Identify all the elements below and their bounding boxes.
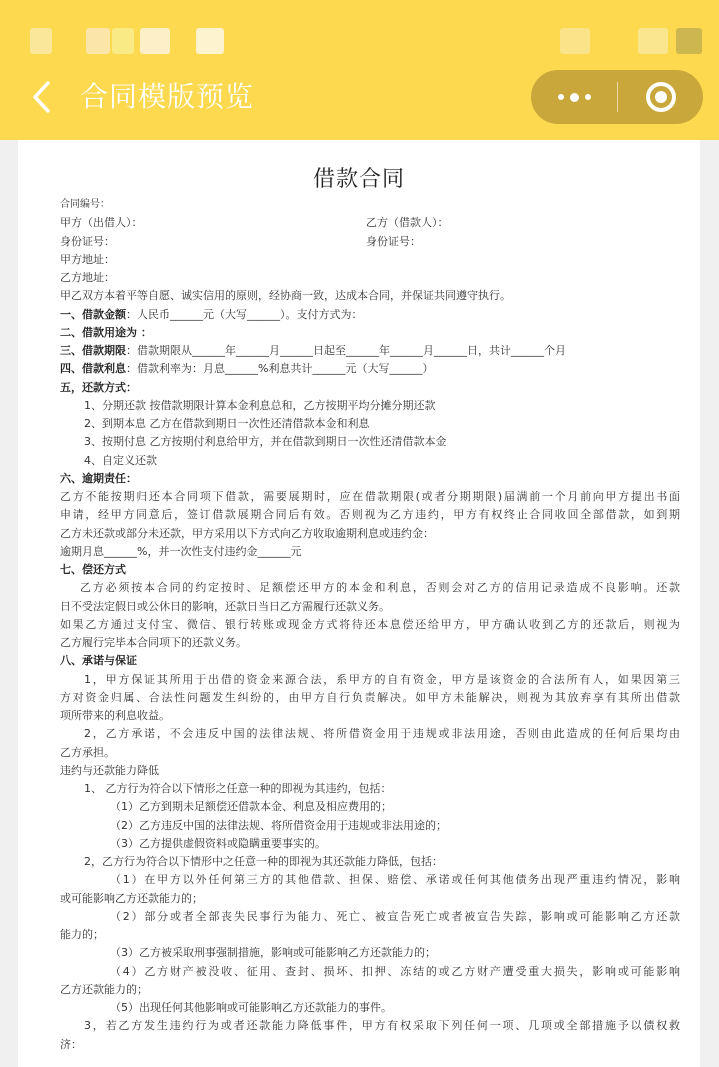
breach-subitem: （2）部分或者全部丧失民事行为能力、死亡、被宣告死亡或者被宣告失踪，影响或可能影响乙方还款 — [110, 909, 680, 923]
contract-preview-page — [18, 140, 700, 1067]
contract-number: 合同编号： — [60, 199, 110, 210]
section-text: ：借款利率为：月息______%利息共计______元（大写______） — [126, 362, 434, 376]
status-bar-blur — [140, 28, 170, 54]
section-heading: 二、借款用途为 ： — [60, 325, 152, 339]
section-heading: 六、逾期责任： — [60, 471, 137, 485]
breach-subitem: （4）乙方财产被没收、征用、查封、损坏、扣押、冻结的或乙方财产遭受重大损失，影响或可能影响 — [110, 964, 680, 978]
section-text: ：借款期限从______年______月______日起至______年______月______日，共计______个月 — [126, 344, 566, 357]
breach-heading: 违约与还款能力降低 — [60, 763, 159, 777]
paragraph-line: 申请，经甲方同意后，签订借款展期合同后有效。否则视为乙方违约，甲方有权终止合同收回全部借款，如到期 — [60, 508, 680, 522]
breach-item: 2，乙方行为符合以下情形中之任意一种的即视为其还款能力降低，包括： — [84, 855, 443, 868]
section-purpose — [60, 324, 680, 342]
paragraph-line: 项所带来的利息收益。 — [60, 709, 170, 722]
more-menu-button[interactable] — [531, 70, 617, 124]
status-bar-blur — [560, 28, 590, 54]
section-heading: 五，还款方式： — [60, 380, 137, 394]
page-title: 合同模版预览 — [80, 80, 255, 113]
paragraph-line: 日不受法定假日或公休日的影响，还款日当日乙方需履行还款义务。 — [60, 599, 390, 613]
section-heading: 八、承诺与保证 — [60, 654, 137, 668]
section-overdue — [60, 470, 680, 488]
paragraph-line: 乙方必须按本合同的约定按时、足额偿还甲方的本金和利息，否则会对乙方的信用记录造成不良影响。还款 — [80, 581, 680, 595]
paragraph-line: 方对资金归属、合法性问题发生纠纷的，由甲方自行负责解决。如甲方未能解决，则视为其放弃享有其所出借款 — [60, 690, 680, 704]
chevron-left-icon — [32, 81, 52, 113]
more-dots-icon — [558, 93, 591, 102]
paragraph-line: 1，甲方保证其所用于出借的资金来源合法，系甲方的自有资金，甲方是该资金的合法所有人，如果因第三 — [84, 672, 680, 686]
paragraph-line: 乙方承担。 — [60, 745, 115, 759]
status-bar-blur — [676, 28, 702, 54]
breach-subitem: （5）出现任何其他影响或可能影响乙方还款能力的事件。 — [110, 1001, 392, 1014]
party-row — [60, 214, 680, 232]
id-a-label: 身份证号： — [60, 234, 115, 248]
breach-item: 济： — [60, 1037, 82, 1051]
paragraph-line: 如果乙方通过支付宝、微信、银行转账或现金方式将待还本息偿还给甲方，甲方确认收到乙方的还款后，则视为 — [60, 617, 680, 631]
breach-subitem: （1）在甲方以外任何第三方的其他借款、担保、赔偿、承诺或任何其他债务出现严重违约情况，影响 — [110, 873, 680, 887]
paragraph-line: 乙方未还款或部分未还款，甲方采用以下方式向乙方收取逾期利息或违约金： — [60, 526, 434, 540]
section-text: ：人民币______元（大写______）。支付方式为： — [126, 307, 363, 321]
section-repayment — [60, 379, 680, 397]
status-bar-blur — [638, 28, 668, 54]
intro-text: 甲乙双方本着平等自愿、诚实信用的原则，经协商一致，达成本合同，并保证共同遵守执行。 — [60, 289, 511, 303]
contract-title: 借款合同 — [312, 167, 405, 192]
repayment-option: 2、到期本息 乙方在借款到期日一次性还清借款本金和利息 — [84, 417, 370, 430]
paragraph-line: 2，乙方承诺，不会违反中国的法律法规、将所借资金用于违规或非法用途，否则由此造成的任何后果均由 — [84, 727, 680, 741]
breach-subitem: （2）乙方违反中国的法律法规、将所借资金用于违规或非法用途的； — [110, 818, 447, 832]
party-a-label: 甲方（出借人）： — [60, 216, 143, 230]
section-heading: 一、借款金额 — [60, 307, 126, 321]
repayment-option: 1、分期还款 按借款期限计算本金利息总和，乙方按期平均分摊分期还款 — [84, 398, 436, 412]
section-term — [60, 342, 680, 360]
mini-program-capsule — [531, 70, 703, 124]
address-b-label: 乙方地址： — [60, 271, 115, 284]
close-mini-program-button[interactable] — [618, 70, 703, 124]
status-bar-blur — [86, 28, 110, 54]
section-heading: 三、借款期限 — [60, 344, 126, 357]
paragraph-line: 乙方履行完毕本合同项下的还款义务。 — [60, 636, 247, 649]
breach-subitem: （3）乙方被采取刑事强制措施，影响或可能影响乙方还款能力的； — [110, 946, 436, 960]
section-repay-method — [60, 561, 680, 579]
back-button[interactable] — [22, 76, 62, 118]
target-close-icon — [646, 82, 676, 112]
breach-item: 1、 乙方行为符合以下情形之任意一种的即视为其违约，包括： — [84, 782, 392, 795]
breach-subitem: （3）乙方提供虚假资料或隐瞒重要事实的。 — [110, 836, 326, 850]
status-bar-blur — [30, 28, 52, 54]
paragraph-line: 乙方不能按期归还本合同项下借款，需要展期时，应在借款期限(或者分期期限)届满前一个月前向甲方提出书面 — [60, 490, 680, 503]
section-heading: 四、借款利息 — [60, 362, 126, 376]
id-b-label: 身份证号： — [366, 234, 421, 248]
status-bar-blur — [196, 28, 224, 54]
breach-item: 3，若乙方发生违约行为或者还款能力降低事件，甲方有权采取下列任何一项、几项或全部措施予以债权救 — [84, 1019, 680, 1033]
nav-bar — [0, 0, 719, 140]
breach-subitem: （1）乙方到期未足额偿还借款本金、利息及相应费用的； — [110, 800, 392, 814]
section-heading: 七、偿还方式 — [60, 563, 126, 576]
paragraph-line: 逾期月息______%，并一次性支付违约金______元 — [60, 544, 302, 558]
section-amount — [60, 306, 680, 324]
address-a-label: 甲方地址： — [60, 252, 115, 266]
id-row — [60, 233, 680, 251]
breach-subitem: 或可能影响乙方还款能力的； — [60, 891, 203, 905]
party-b-label: 乙方（借款人）： — [366, 216, 449, 230]
breach-subitem: 能力的； — [60, 928, 104, 941]
contract-body — [60, 196, 680, 1054]
section-interest — [60, 360, 680, 378]
section-guarantee — [60, 652, 680, 670]
status-bar-blur — [112, 28, 134, 54]
repayment-option: 4、自定义还款 — [84, 453, 157, 467]
breach-subitem: 乙方还款能力的； — [60, 982, 148, 996]
repayment-option: 3、按期付息 乙方按期付利息给甲方，并在借款到期日一次性还清借款本金 — [84, 435, 447, 449]
